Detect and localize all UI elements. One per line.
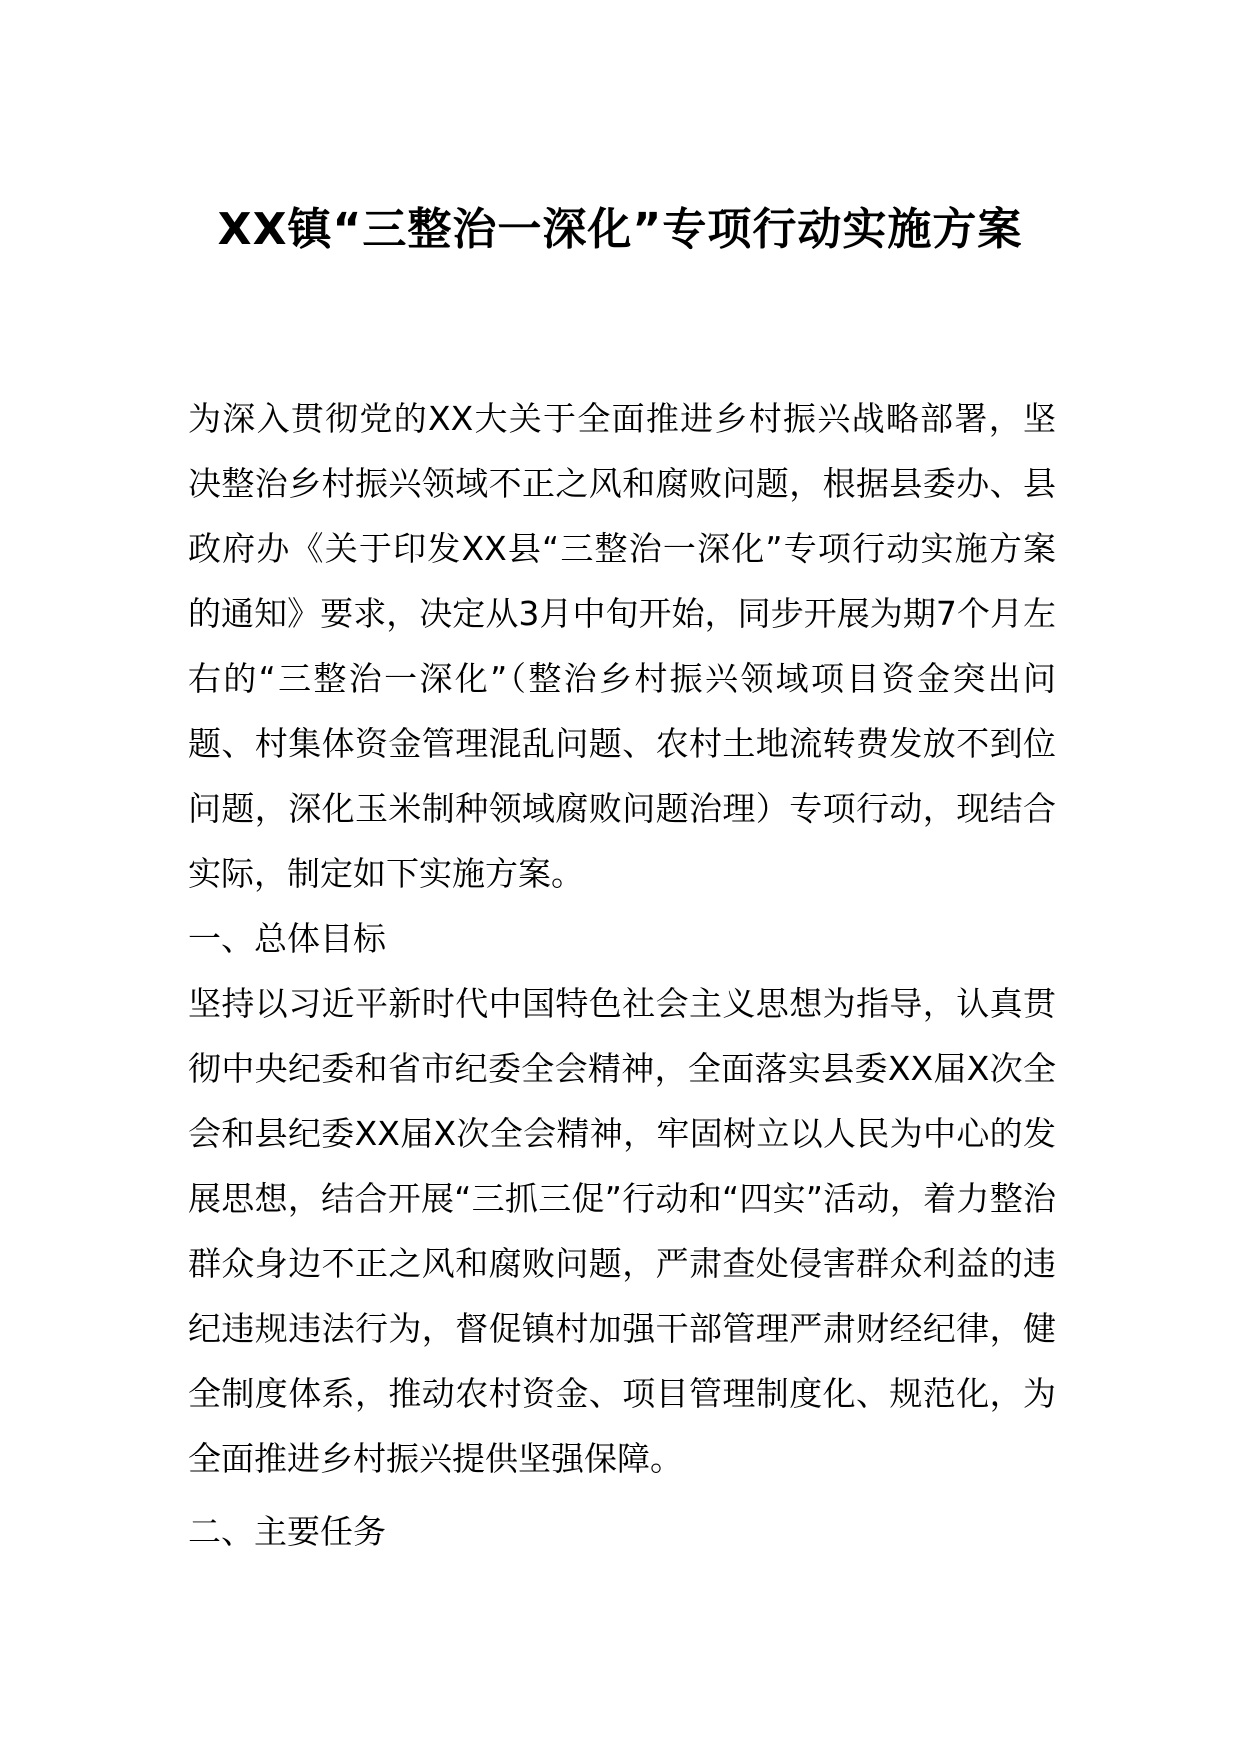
overall-goal-paragraph: 坚持以习近平新时代中国特色社会主义思想为指导，认真贯彻中央纪委和省市纪委全会精神，全面落实县委XX届X次全会和县纪委XX届X次全会精神，牢固树立以人民为中心的发展思想，结合开展“三抓三促”行动和“四实”活动，着力整治群众身边不正之风和腐败问题，严肃查处侵害群众利益的违纪违规违法行为，督促镇村加强干部管理严肃财经纪律，健全制度体系，推动农村资金、项目管理制度化、规范化，为全面推进乡村振兴提供坚强保障。 bbox=[188, 984, 1056, 1478]
section-heading-main-tasks: 二、主要任务 bbox=[188, 1512, 386, 1551]
section-spacer bbox=[188, 1491, 1056, 1499]
document-title: XX镇“三整治一深化”专项行动实施方案 bbox=[217, 204, 1023, 255]
intro-paragraph: 为深入贯彻党的XX大关于全面推进乡村振兴战略部署，坚决整治乡村振兴领域不正之风和腐败问题，根据县委办、县政府办《关于印发XX县“三整治一深化”专项行动实施方案的通知》要求，决定从3月中旬开始，同步开展为期7个月左右的“三整治一深化”（整治乡村振兴领域项目资金突出问题、村集体资金管理混乱问题、农村土地流转费发放不到位问题，深化玉米制种领域腐败问题治理）专项行动，现结合实际，制定如下实施方案。 bbox=[188, 399, 1056, 893]
section-heading-overall-goal: 一、总体目标 bbox=[188, 919, 386, 958]
document-body bbox=[188, 386, 1056, 1564]
